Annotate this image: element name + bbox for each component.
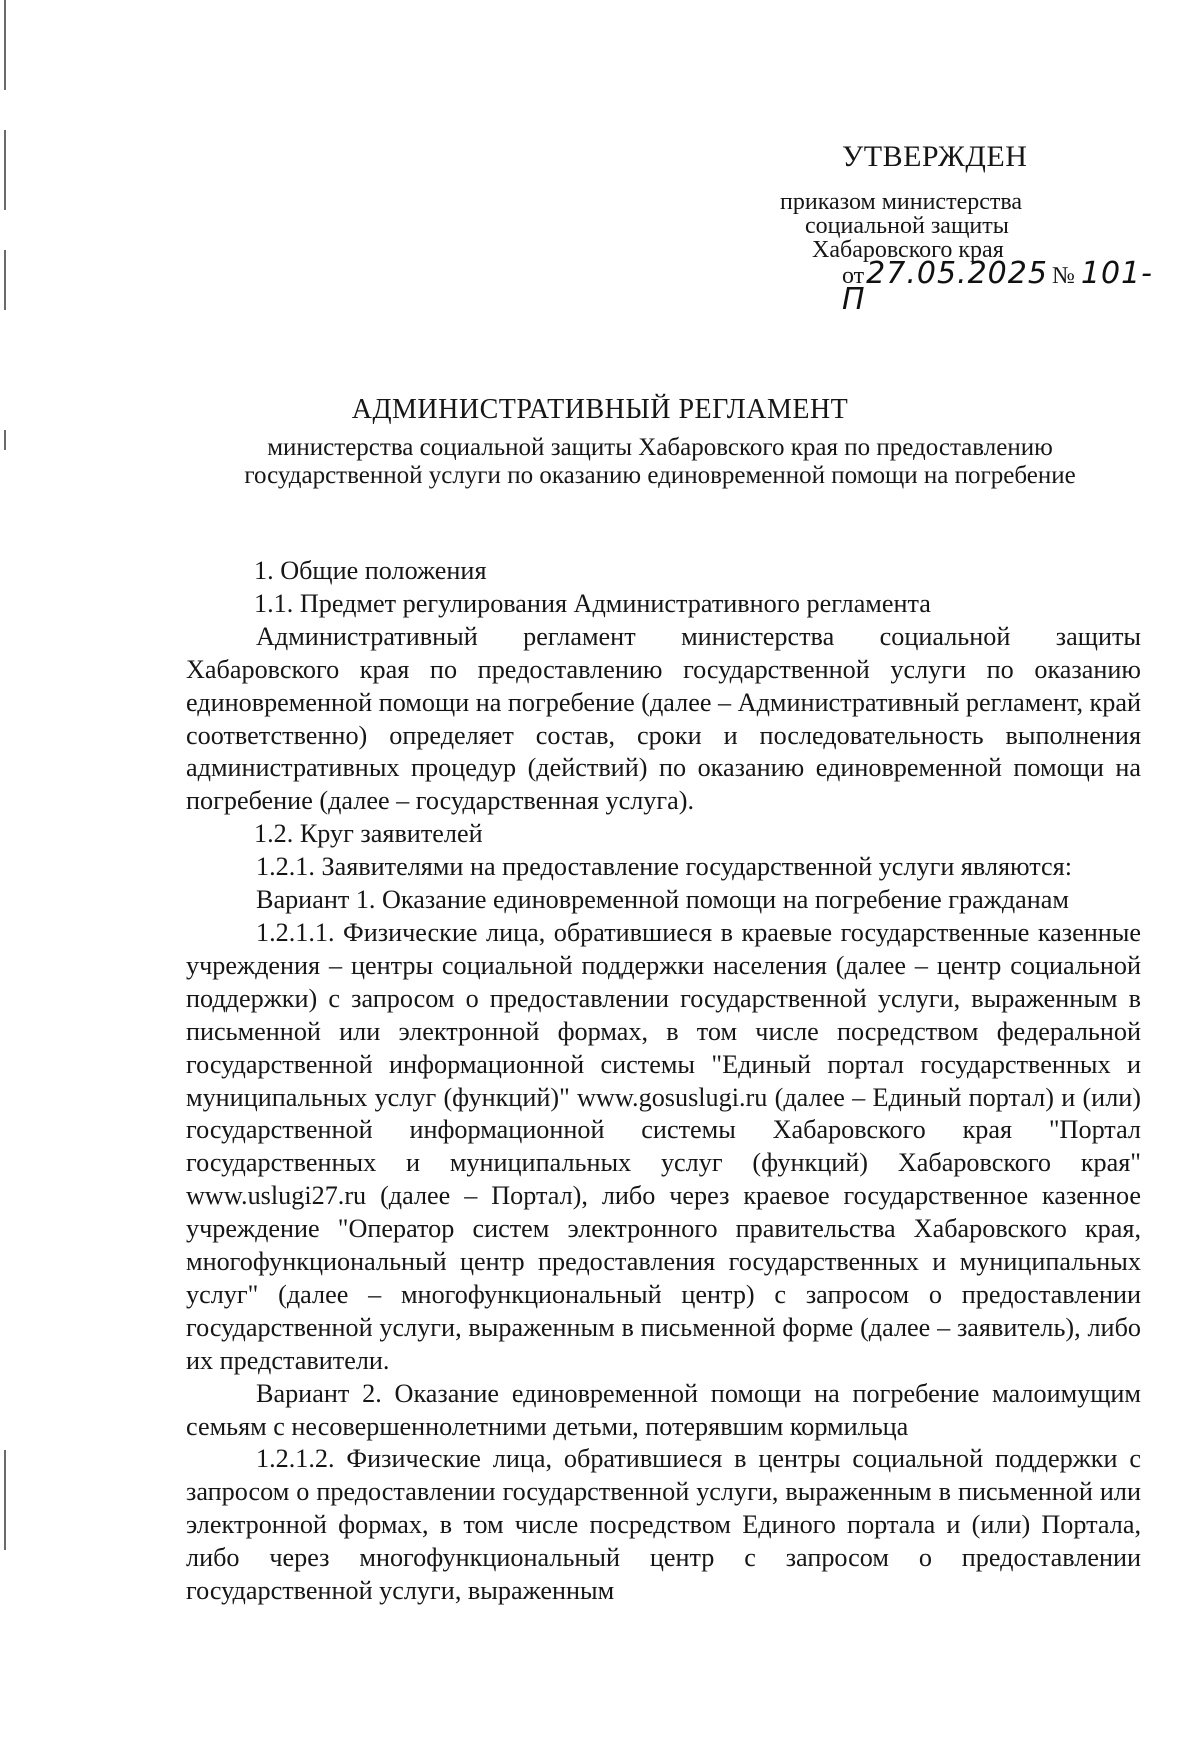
approval-line: приказом министерства [780, 189, 1023, 215]
scan-edge-mark [4, 130, 6, 210]
document-subtitle: министерства социальной защиты Хабаровского края по предоставлению государственной услуги по оказанию единовременной помощи на погребение [244, 434, 1076, 489]
section-heading: 1.1. Предмет регулирования Административного регламента [254, 588, 931, 618]
scan-edge-mark [4, 430, 6, 450]
scan-edge-mark [4, 250, 6, 310]
handwritten-date: 27.05.2025 [866, 256, 1048, 291]
paragraph: Вариант 1. Оказание единовременной помощи на погребение гражданам [256, 885, 1069, 915]
paragraph: 1.2.1. Заявителями на предоставление государственной услуги являются: [256, 852, 1072, 882]
paragraph: Вариант 2. Оказание единовременной помощи на погребение малоимущим семьям с несовершеннолетними детьми, потерявшим кормильца [186, 1378, 1141, 1441]
approval-line: социальной защиты [805, 213, 1009, 239]
number-sign: № [1051, 263, 1075, 289]
handwritten-number: 101-П [842, 256, 1153, 317]
scan-edge-mark [4, 0, 6, 90]
document-title: АДМИНИСТРАТИВНЫЙ РЕГЛАМЕНТ [351, 394, 849, 425]
document-body [186, 555, 1141, 1608]
section-heading: 1. Общие положения [254, 556, 487, 585]
approval-date-line [842, 256, 1153, 317]
approval-block [780, 140, 1153, 317]
date-prefix: от [842, 263, 865, 289]
section-heading: 1.2. Круг заявителей [254, 819, 483, 849]
paragraph: 1.2.1.1. Физические лица, обратившиеся в краевые государственные казенные учреждения – центры социальной поддержки населения (далее – центр социальной поддержки) с запросом о предоставлении государственной услуги, выраженным в письменной или электронной формах, в том числе посредством федеральной государственной информационной системы "Единый портал государственных и муниципальных услуг (функций)" www.gosuslugi.ru (далее – Единый портал) и (или) государственной информационной системы Хабаровского края "Портал государственных и муниципальных услуг (функций) Хабаровского края" www.uslugi27.ru (далее – Портал), либо через краевое государственное казенное учреждение "Оператор систем электронного правительства Хабаровского края, многофункциональный центр предоставления государственных и муниципальных услуг" (далее – многофункциональный центр) с запросом о предоставлении государственной услуги, выраженным в письменной форме (далее – заявитель), либо их представители. [186, 917, 1141, 1375]
approval-line: Хабаровского края [812, 237, 1004, 263]
approval-title: УТВЕРЖДЕН [842, 140, 1028, 173]
paragraph: 1.2.1.2. Физические лица, обратившиеся в центры социальной поддержки с запросом о предоставлении государственной услуги, выраженным в письменной или электронной формах, в том числе посредством Единого портала и (или) Портала, либо через многофункциональный центр с запросом о предоставлении государственной услуги, выраженным [186, 1444, 1141, 1606]
paragraph: Административный регламент министерства социальной защиты Хабаровского края по предоставлению государственной услуги по оказанию единовременной помощи на погребение (далее – Административный регламент, край соответственно) определяет состав, сроки и последовательность выполнения административных процедур (действий) по оказанию единовременной помощи на погребение (далее – государственная услуга). [186, 621, 1141, 816]
scan-edge-mark [4, 1450, 6, 1550]
